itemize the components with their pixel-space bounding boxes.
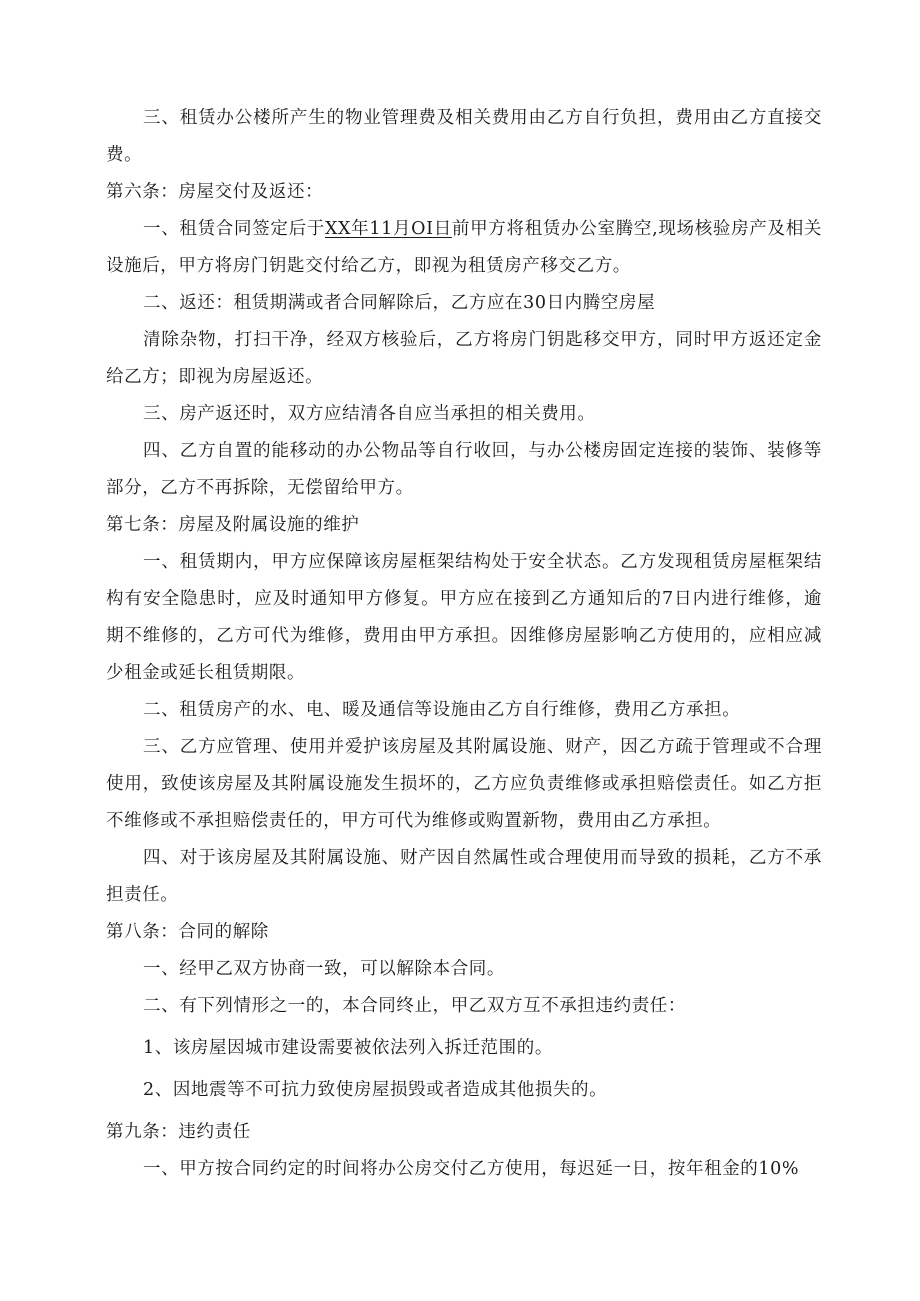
clause-7-4: 四、对于该房屋及其附属设施、财产因自然属性或合理使用而导致的损耗，乙方不承担责任。 bbox=[106, 848, 822, 905]
clause-6-2: 二、返还：租赁期满或者合同解除后，乙方应在30日内腾空房屋 bbox=[143, 293, 656, 313]
article-8-title: 第八条：合同的解除 bbox=[106, 922, 269, 942]
clause-fees: 三、租赁办公楼所产生的物业管理费及相关费用由乙方自行负担，费用由乙方直接交费。 bbox=[106, 108, 822, 165]
delivery-date: XX年11月OI日 bbox=[324, 219, 452, 239]
clause-6-1-pre: 一、租赁合同签定后于 bbox=[143, 219, 325, 239]
clause-6-2-cont: 清除杂物，打扫干净，经双方核验后，乙方将房门钥匙移交甲方，同时甲方返还定金给乙方；即视为房屋返还。 bbox=[106, 330, 822, 387]
clause-6-3: 三、房产返还时，双方应结清各自应当承担的相关费用。 bbox=[143, 404, 596, 424]
article-6-title: 第六条：房屋交付及返还： bbox=[106, 182, 324, 202]
clause-8-2-1: 1、该房屋因城市建设需要被依法列入拆迁范围的。 bbox=[143, 1038, 553, 1058]
clause-6-1 bbox=[106, 211, 822, 285]
article-7-title: 第七条：房屋及附属设施的维护 bbox=[106, 515, 360, 535]
clause-6-1-post: 前甲方将租赁办公室腾空,现场核验房产及相关设施后，甲方将房门钥匙交付给乙方，即视为租赁房产移交乙方。 bbox=[106, 219, 822, 276]
clause-7-2: 二、租赁房产的水、电、暖及通信等设施由乙方自行维修，费用乙方承担。 bbox=[143, 700, 741, 720]
clause-8-2: 二、有下列情形之一的，本合同终止，甲乙双方互不承担违约责任： bbox=[143, 996, 686, 1016]
clause-9-1: 一、甲方按合同约定的时间将办公房交付乙方使用，每迟延一日，按年租金的10% bbox=[143, 1159, 800, 1179]
clause-6-4: 四、乙方自置的能移动的办公物品等自行收回，与办公楼房固定连接的装饰、装修等部分，乙方不再拆除，无偿留给甲方。 bbox=[106, 441, 822, 498]
article-9-title: 第九条：违约责任 bbox=[106, 1122, 251, 1142]
clause-7-3: 三、乙方应管理、使用并爱护该房屋及其附属设施、财产，因乙方疏于管理或不合理使用，致使该房屋及其附属设施发生损坏的，乙方应负责维修或承担赔偿责任。如乙方拒不维修或不承担赔偿责任的，甲方可代为维修或购置新物，费用由乙方承担。 bbox=[106, 737, 822, 831]
clause-8-1: 一、经甲乙双方协商一致，可以解除本合同。 bbox=[143, 959, 505, 979]
clause-7-1: 一、租赁期内，甲方应保障该房屋框架结构处于安全状态。乙方发现租赁房屋框架结构有安全隐患时，应及时通知甲方修复。甲方应在接到乙方通知后的7日内进行维修，逾期不维修的，乙方可代为维修，费用由甲方承担。因维修房屋影响乙方使用的，应相应减少租金或延长租赁期限。 bbox=[106, 552, 822, 683]
clause-8-2-2: 2、因地震等不可抗力致使房屋损毁或者造成其他损失的。 bbox=[143, 1080, 608, 1100]
